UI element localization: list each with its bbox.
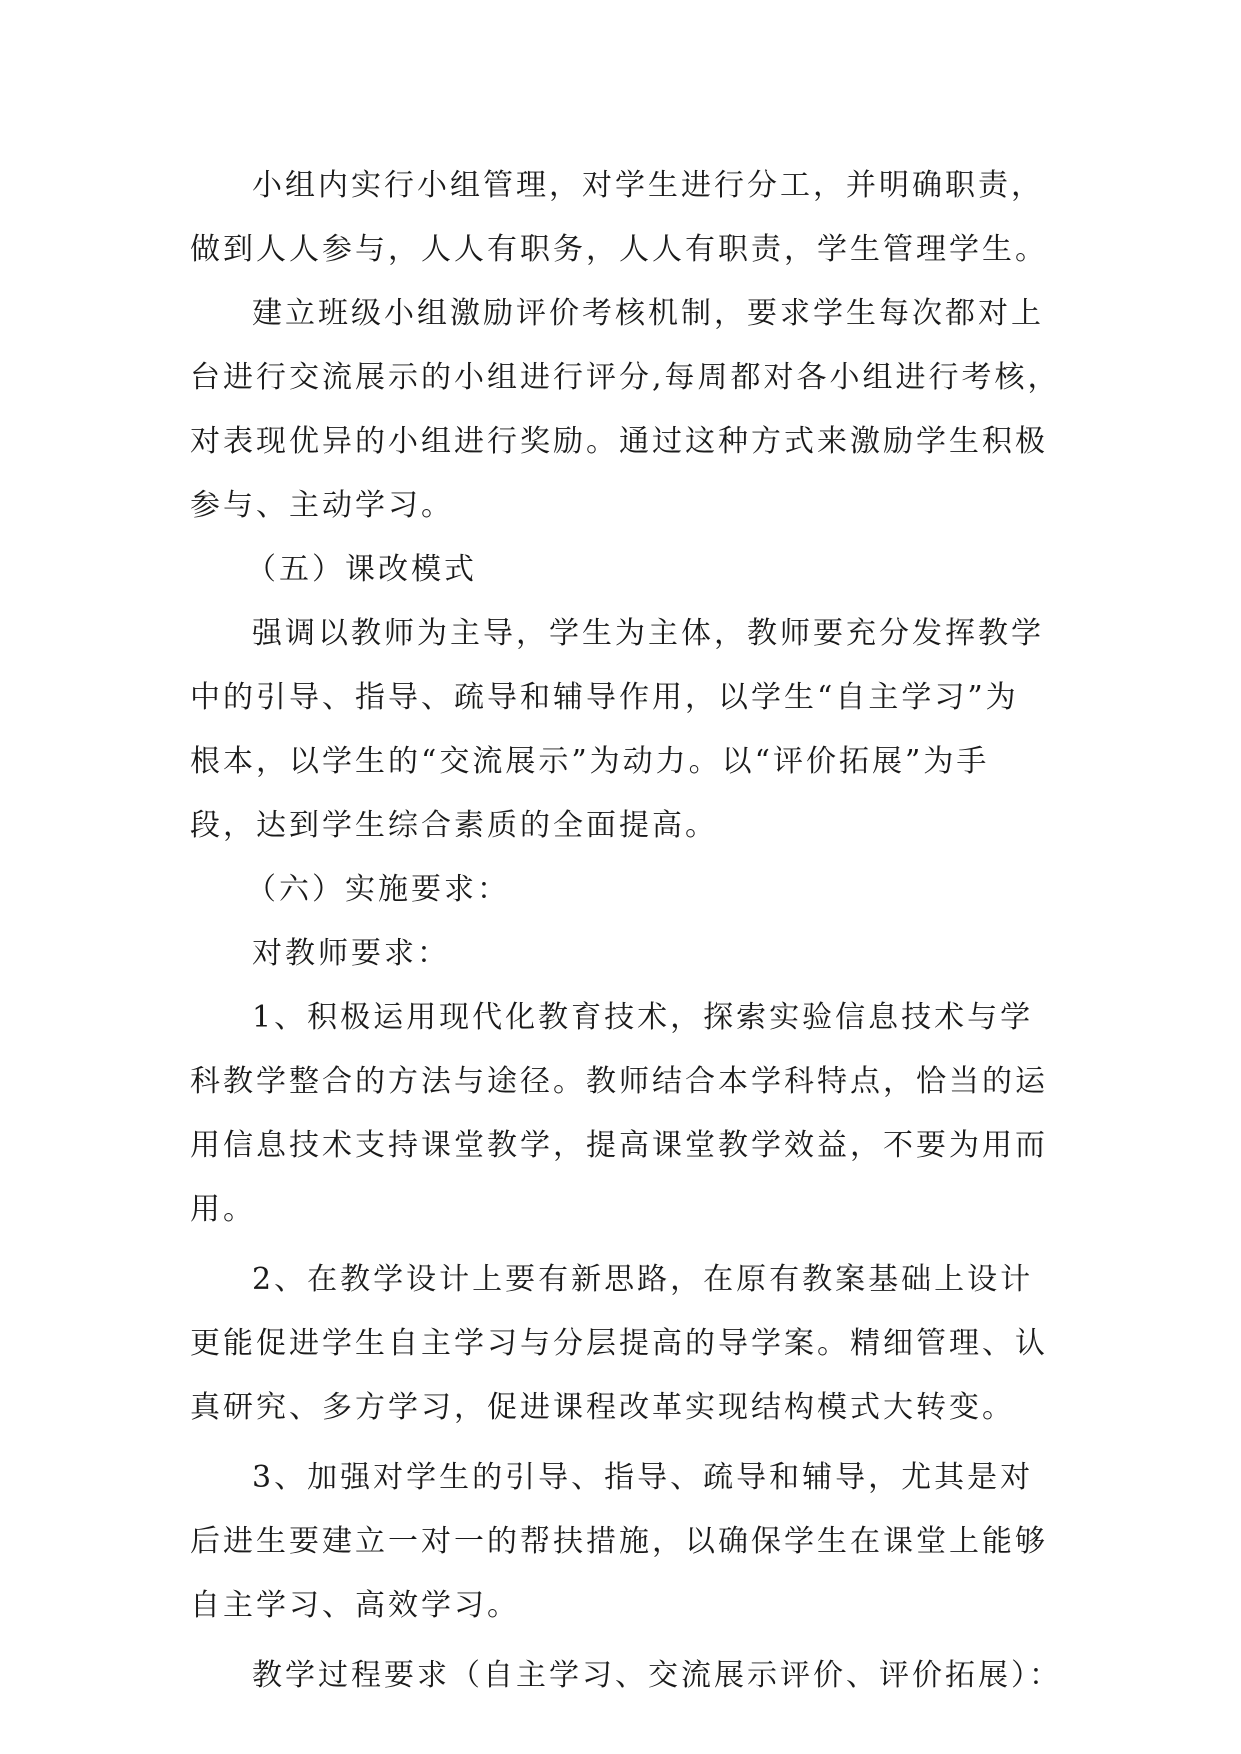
- section-heading-5: （五）课改模式: [246, 552, 477, 587]
- paragraph-line: 根本，以学生的“交流展示”为动力。以“评价拓展”为手: [190, 744, 990, 779]
- list-item-2: 2、在教学设计上要有新思路，在原有教案基础上设计: [252, 1262, 1034, 1297]
- paragraph-line: 做到人人参与，人人有职务，人人有职责，学生管理学生。: [190, 232, 1048, 267]
- paragraph-line: 用信息技术支持课堂教学，提高课堂教学效益，不要为用而: [190, 1128, 1048, 1163]
- paragraph-line: 后进生要建立一对一的帮扶措施，以确保学生在课堂上能够: [190, 1524, 1048, 1559]
- paragraph-line: 段，达到学生综合素质的全面提高。: [190, 808, 718, 843]
- paragraph-line: 中的引导、指导、疏导和辅导作用，以学生“自主学习”为: [190, 680, 1019, 715]
- paragraph-line: 强调以教师为主导，学生为主体，教师要充分发挥教学: [252, 616, 1044, 651]
- paragraph-line: 科教学整合的方法与途径。教师结合本学科特点，恰当的运: [190, 1064, 1048, 1099]
- document-body: [190, 154, 1070, 1708]
- paragraph-line: 真研究、多方学习，促进课程改革实现结构模式大转变。: [190, 1390, 1015, 1425]
- subheading-process-requirements: 教学过程要求（自主学习、交流展示评价、评价拓展）：: [252, 1658, 1062, 1693]
- paragraph-line: 参与、主动学习。: [190, 488, 454, 523]
- paragraph-line: 小组内实行小组管理，对学生进行分工，并明确职责，: [252, 168, 1044, 203]
- paragraph-line: 更能促进学生自主学习与分层提高的导学案。精细管理、认: [190, 1326, 1048, 1361]
- section-heading-6: （六）实施要求：: [246, 872, 510, 907]
- paragraph-line: 自主学习、高效学习。: [190, 1588, 520, 1623]
- subheading-teacher-requirements: 对教师要求：: [252, 936, 450, 971]
- paragraph-line: 台进行交流展示的小组进行评分,每周都对各小组进行考核，: [190, 360, 1061, 395]
- list-item-1: 1、积极运用现代化教育技术，探索实验信息技术与学: [252, 1000, 1034, 1035]
- paragraph-line: 用。: [190, 1192, 256, 1227]
- list-item-3: 3、加强对学生的引导、指导、疏导和辅导，尤其是对: [252, 1460, 1034, 1495]
- paragraph-line: 对表现优异的小组进行奖励。通过这种方式来激励学生积极: [190, 424, 1048, 459]
- paragraph-line: 建立班级小组激励评价考核机制，要求学生每次都对上: [252, 296, 1044, 331]
